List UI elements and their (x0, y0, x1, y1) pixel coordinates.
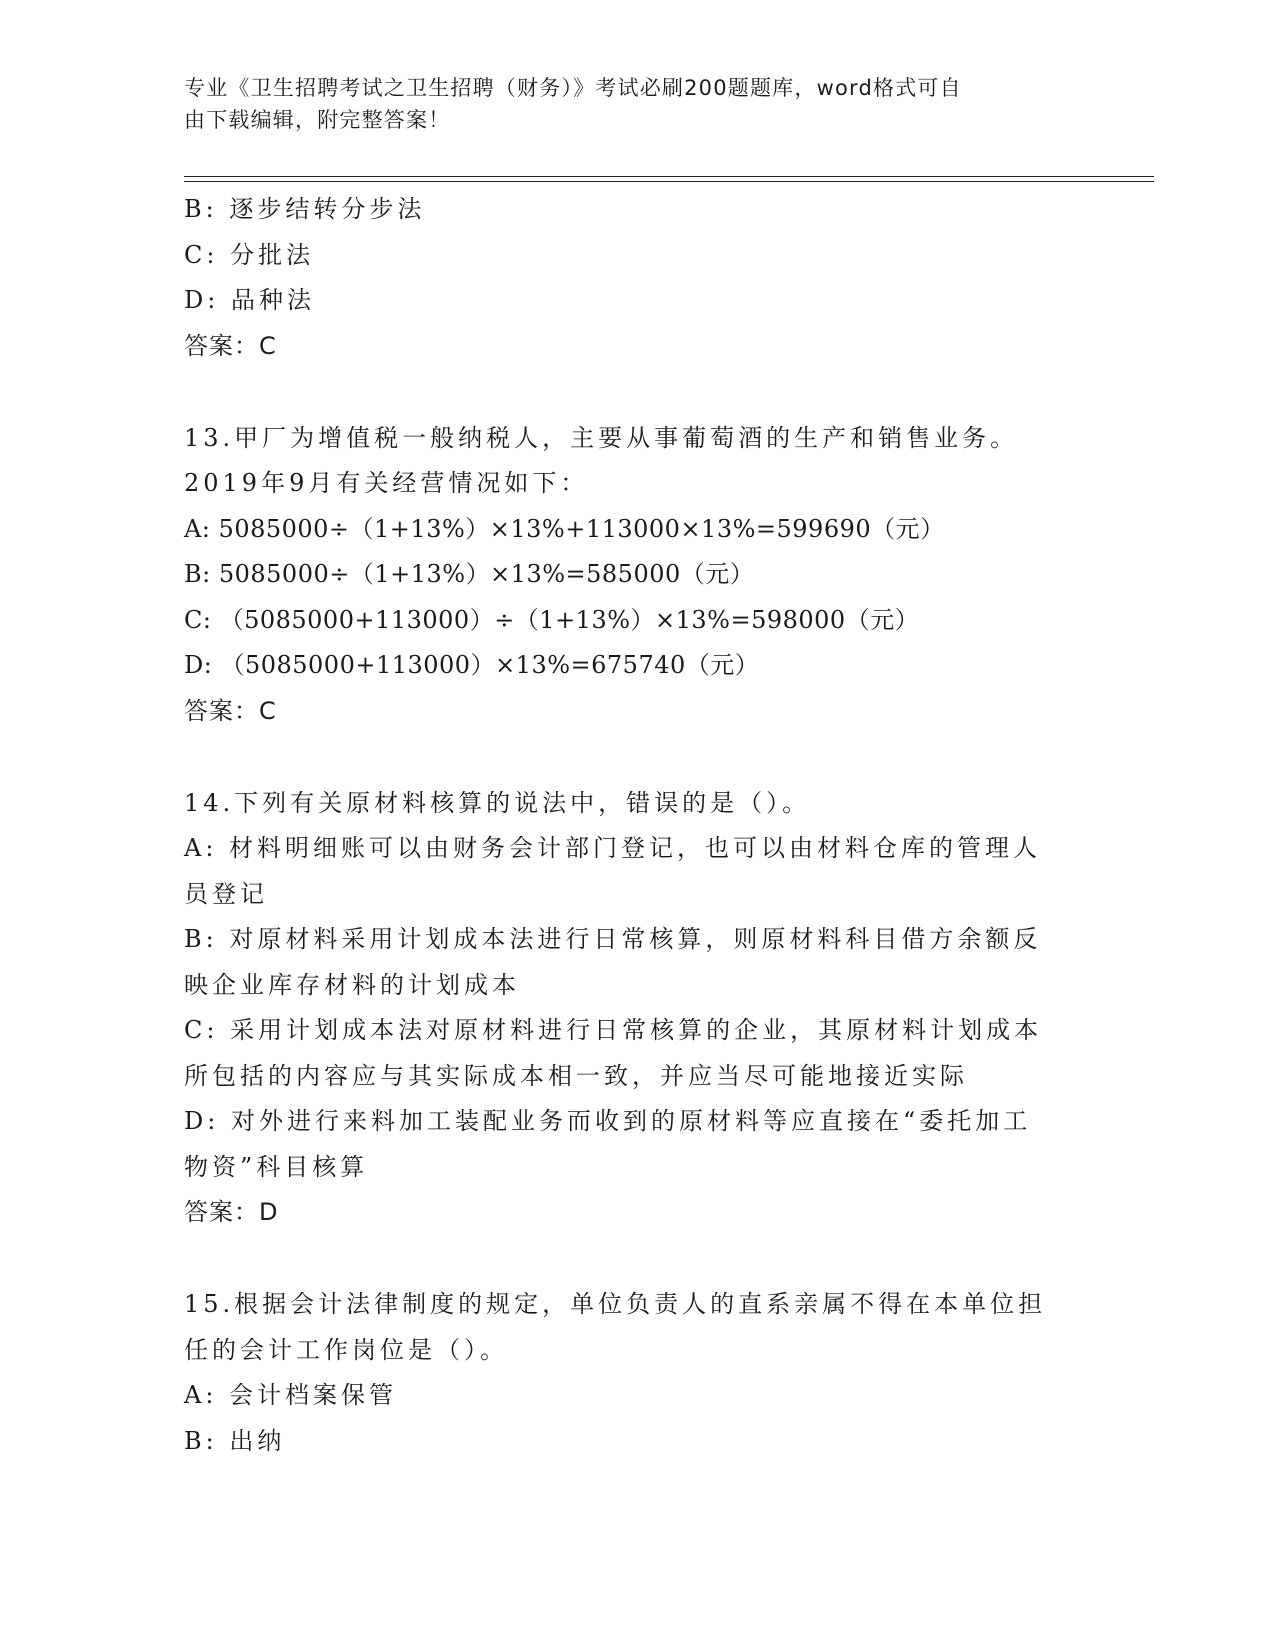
q13-option-a: A: 5085000÷（1+13%）×13%+113000×13%=599690（元） (184, 514, 945, 543)
header-divider-thick (184, 176, 1154, 177)
q14-option-d-line-1: D: 对外进行来料加工装配业务而收到的原材料等应直接在“委托加工 (184, 1107, 1032, 1135)
q13-option-d: D: （5085000+113000）×13%=675740（元） (184, 651, 760, 679)
q14-stem: 14.下列有关原材料核算的说法中，错误的是（）。 (184, 788, 811, 817)
q13-stem-line-1: 13.甲厂为增值税一般纳税人，主要从事葡萄酒的生产和销售业务。 (184, 423, 1019, 452)
spacer (184, 371, 1084, 416)
q13-option-c: C: （5085000+113000）÷（1+13%）×13%=598000（元） (184, 605, 920, 634)
page-header (184, 72, 1064, 136)
q15-stem-line-2: 任的会计工作岗位是（）。 (184, 1335, 508, 1364)
header-line-2: 由下载编辑，附完整答案！ (184, 108, 451, 132)
q13-answer: 答案：C (184, 696, 277, 725)
spacer (184, 1237, 1084, 1282)
q14-option-c-line-1: C: 采用计划成本法对原材料进行日常核算的企业，其原材料计划成本 (184, 1016, 1043, 1044)
q12-option-b: B: 逐步结转分步法 (184, 195, 426, 223)
q14-answer: 答案：D (184, 1198, 279, 1226)
q12-answer: 答案：C (184, 331, 277, 360)
q15-option-a: A: 会计档案保管 (184, 1381, 398, 1409)
header-divider-thin (184, 181, 1154, 182)
q14-option-a-line-2: 员登记 (184, 879, 268, 908)
spacer (184, 736, 1084, 781)
q15-option-b: B: 出纳 (184, 1426, 286, 1455)
q13-option-b: B: 5085000÷（1+13%）×13%=585000（元） (184, 560, 755, 588)
q15-stem-line-1: 15.根据会计法律制度的规定，单位负责人的直系亲属不得在本单位担 (184, 1290, 1047, 1318)
q14-option-a-line-1: A: 材料明细账可以由财务会计部门登记，也可以由材料仓库的管理人 (184, 834, 1042, 862)
q14-option-d-line-2: 物资”科目核算 (184, 1152, 369, 1181)
q13-stem-line-2: 2019年9月有关经营情况如下： (184, 469, 589, 497)
q12-option-d: D: 品种法 (184, 286, 315, 314)
q12-option-c: C: 分批法 (184, 240, 315, 269)
q14-option-b-line-1: B: 对原材料采用计划成本法进行日常核算，则原材料科目借方余额反 (184, 925, 1042, 953)
q14-option-b-line-2: 映企业库存材料的计划成本 (184, 970, 520, 999)
document-body (184, 187, 1084, 1464)
header-line-1: 专业《卫生招聘考试之卫生招聘（财务）》考试必刷200题题库，word格式可自 (184, 76, 962, 100)
q14-option-c-line-2: 所包括的内容应与其实际成本相一致，并应当尽可能地接近实际 (184, 1061, 968, 1090)
